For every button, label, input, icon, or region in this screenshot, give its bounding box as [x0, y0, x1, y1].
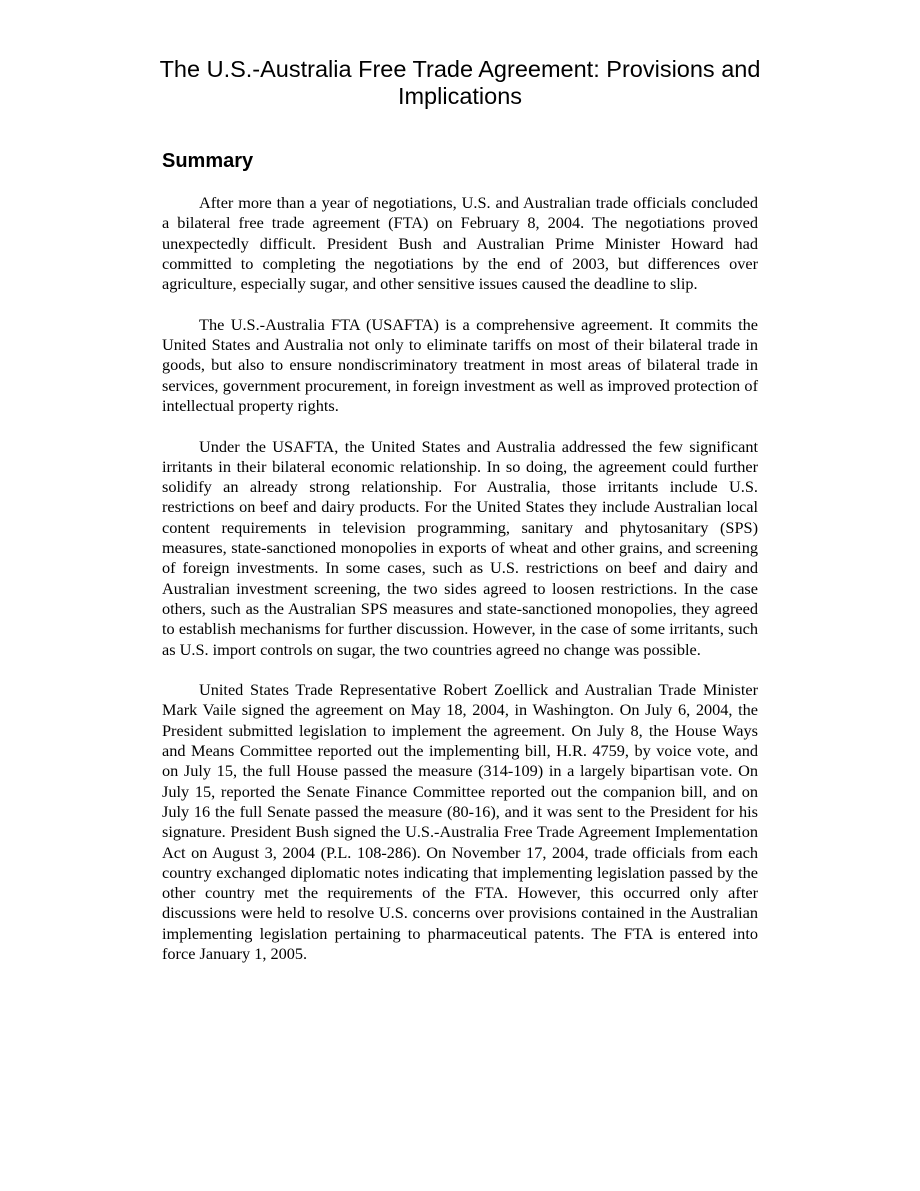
summary-body	[162, 193, 758, 985]
summary-paragraph: After more than a year of negotiations, U.S. and Australian trade officials concluded a bilateral free trade agreement (FTA) on February 8, 2004. The negotiations proved unexpectedly difficult. President Bush and Australian Prime Minister Howard had committed to completing the negotiations by the end of 2003, but differences over agriculture, especially sugar, and other sensitive issues caused the deadline to slip.	[162, 193, 758, 294]
summary-paragraph: Under the USAFTA, the United States and Australia addressed the few significant irritants in their bilateral economic relationship. In so doing, the agreement could further solidify an already strong relationship. For Australia, those irritants include U.S. restrictions on beef and dairy products. For the United States they include Australian local content requirements in television programming, sanitary and phytosanitary (SPS) measures, state-sanctioned monopolies in exports of wheat and other grains, and screening of foreign investments. In some cases, such as U.S. restrictions on beef and dairy and Australian investment screening, the two sides agreed to loosen restrictions. In the case others, such as the Australian SPS measures and state-sanctioned monopolies, they agreed to establish mechanisms for further discussion. However, in the case of some irritants, such as U.S. import controls on sugar, the two countries agreed no change was possible.	[162, 436, 758, 659]
document-title: The U.S.-Australia Free Trade Agreement: Provisions and Implications	[159, 56, 761, 109]
summary-paragraph: The U.S.-Australia FTA (USAFTA) is a comprehensive agreement. It commits the United States and Australia not only to eliminate tariffs on most of their bilateral trade in goods, but also to ensure nondiscriminatory treatment in most areas of bilateral trade in services, government procurement, in foreign investment as well as improved protection of intellectual property rights.	[162, 314, 758, 415]
summary-paragraph: United States Trade Representative Robert Zoellick and Australian Trade Minister Mark Vaile signed the agreement on May 18, 2004, in Washington. On July 6, 2004, the President submitted legislation to implement the agreement. On July 8, the House Ways and Means Committee reported out the implementing bill, H.R. 4759, by voice vote, and on July 15, the full House passed the measure (314-109) in a largely bipartisan vote. On July 15, reported the Senate Finance Committee reported out the companion bill, and on July 16 the full Senate passed the measure (80-16), and it was sent to the President for his signature. President Bush signed the U.S.-Australia Free Trade Agreement Implementation Act on August 3, 2004 (P.L. 108-286). On November 17, 2004, trade officials from each country exchanged diplomatic notes indicating that implementing legislation passed by the other country met the requirements of the FTA. However, this occurred only after discussions were held to resolve U.S. concerns over provisions contained in the Australian implementing legislation pertaining to pharmaceutical patents. The FTA is entered into force January 1, 2005.	[162, 680, 758, 963]
section-heading-summary: Summary	[162, 150, 254, 172]
